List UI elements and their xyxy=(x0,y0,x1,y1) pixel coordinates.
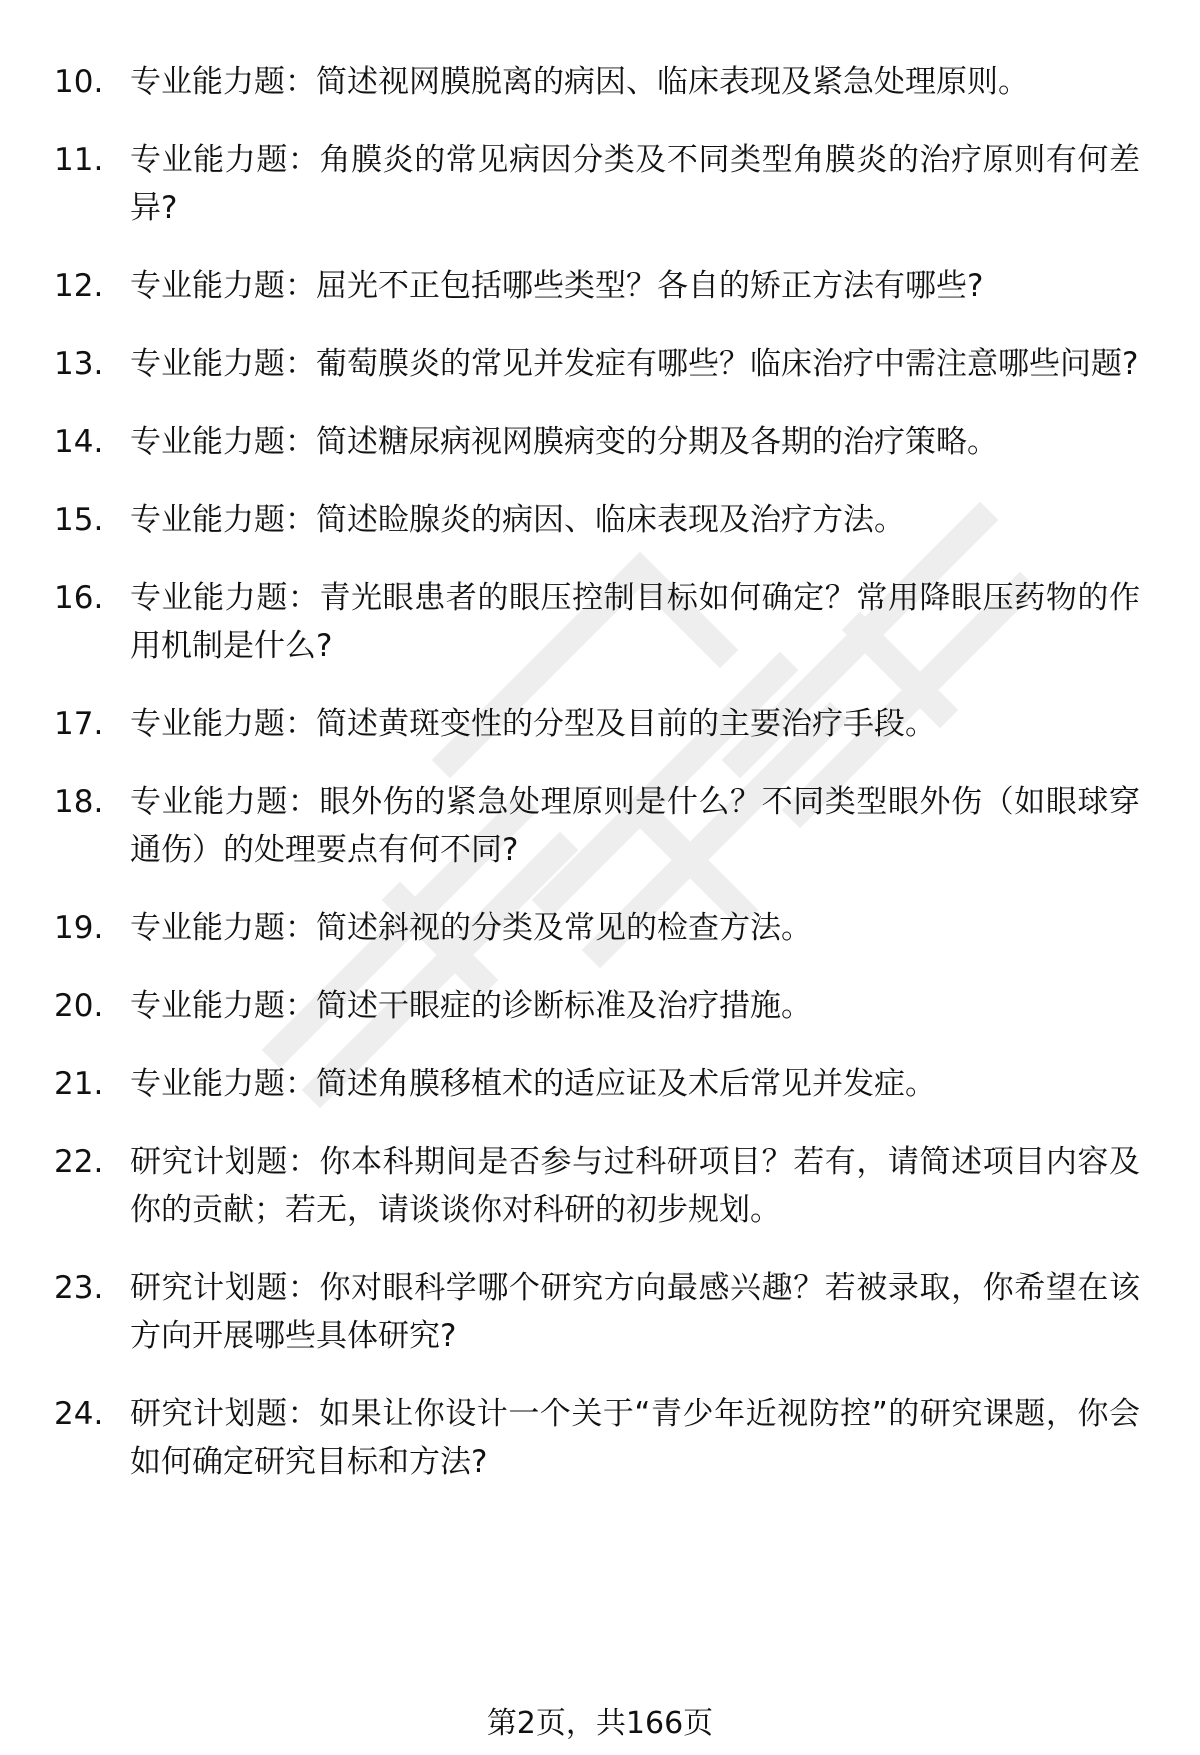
question-text: 研究计划题：你对眼科学哪个研究方向最感兴趣？若被录取，你希望在该方向开展哪些具体研究? xyxy=(130,1270,1140,1354)
question-item xyxy=(0,904,1200,952)
question-text: 专业能力题：简述糖尿病视网膜病变的分期及各期的治疗策略。 xyxy=(130,424,998,460)
question-number: 24. xyxy=(54,1396,104,1432)
question-item xyxy=(0,418,1200,466)
question-text: 专业能力题：简述干眼症的诊断标准及治疗措施。 xyxy=(130,988,812,1024)
question-number: 21. xyxy=(54,1066,104,1102)
question-text: 研究计划题：如果让你设计一个关于“青少年近视防控”的研究课题，你会如何确定研究目标和方法? xyxy=(130,1396,1140,1480)
question-number: 13. xyxy=(54,346,104,382)
question-number: 22. xyxy=(54,1144,104,1180)
question-number: 20. xyxy=(54,988,104,1024)
question-number: 10. xyxy=(54,64,104,100)
question-item xyxy=(0,136,1200,232)
question-text: 专业能力题：简述黄斑变性的分型及目前的主要治疗手段。 xyxy=(130,706,936,742)
question-item xyxy=(0,1060,1200,1108)
question-item xyxy=(0,982,1200,1030)
question-item xyxy=(0,496,1200,544)
question-number: 18. xyxy=(54,784,104,820)
question-number: 12. xyxy=(54,268,104,304)
question-number: 15. xyxy=(54,502,104,538)
question-item xyxy=(0,574,1200,670)
question-text: 专业能力题：眼外伤的紧急处理原则是什么？不同类型眼外伤（如眼球穿通伤）的处理要点有何不同? xyxy=(130,784,1140,868)
question-item xyxy=(0,700,1200,748)
question-text: 研究计划题：你本科期间是否参与过科研项目？若有，请简述项目内容及你的贡献；若无，请谈谈你对科研的初步规划。 xyxy=(130,1144,1140,1228)
question-number: 16. xyxy=(54,580,104,616)
question-text: 专业能力题：屈光不正包括哪些类型？各自的矫正方法有哪些? xyxy=(130,268,984,304)
question-list xyxy=(0,58,1200,1486)
question-text: 专业能力题：简述斜视的分类及常见的检查方法。 xyxy=(130,910,812,946)
question-item xyxy=(0,58,1200,106)
question-text: 专业能力题：简述角膜移植术的适应证及术后常见并发症。 xyxy=(130,1066,936,1102)
question-number: 17. xyxy=(54,706,104,742)
question-number: 19. xyxy=(54,910,104,946)
question-text: 专业能力题：角膜炎的常见病因分类及不同类型角膜炎的治疗原则有何差异? xyxy=(130,142,1140,226)
page-footer: 第2页，共166页 xyxy=(486,1706,714,1741)
question-number: 11. xyxy=(54,142,104,178)
question-item xyxy=(0,778,1200,874)
question-text: 专业能力题：葡萄膜炎的常见并发症有哪些？临床治疗中需注意哪些问题? xyxy=(130,346,1139,382)
question-item xyxy=(0,262,1200,310)
question-text: 专业能力题：简述睑腺炎的病因、临床表现及治疗方法。 xyxy=(130,502,905,538)
question-item xyxy=(0,340,1200,388)
question-item xyxy=(0,1390,1200,1486)
question-item xyxy=(0,1264,1200,1360)
question-number: 23. xyxy=(54,1270,104,1306)
question-item xyxy=(0,1138,1200,1234)
question-text: 专业能力题：简述视网膜脱离的病因、临床表现及紧急处理原则。 xyxy=(130,64,1029,100)
question-number: 14. xyxy=(54,424,104,460)
question-text: 专业能力题：青光眼患者的眼压控制目标如何确定？常用降眼压药物的作用机制是什么? xyxy=(130,580,1140,664)
